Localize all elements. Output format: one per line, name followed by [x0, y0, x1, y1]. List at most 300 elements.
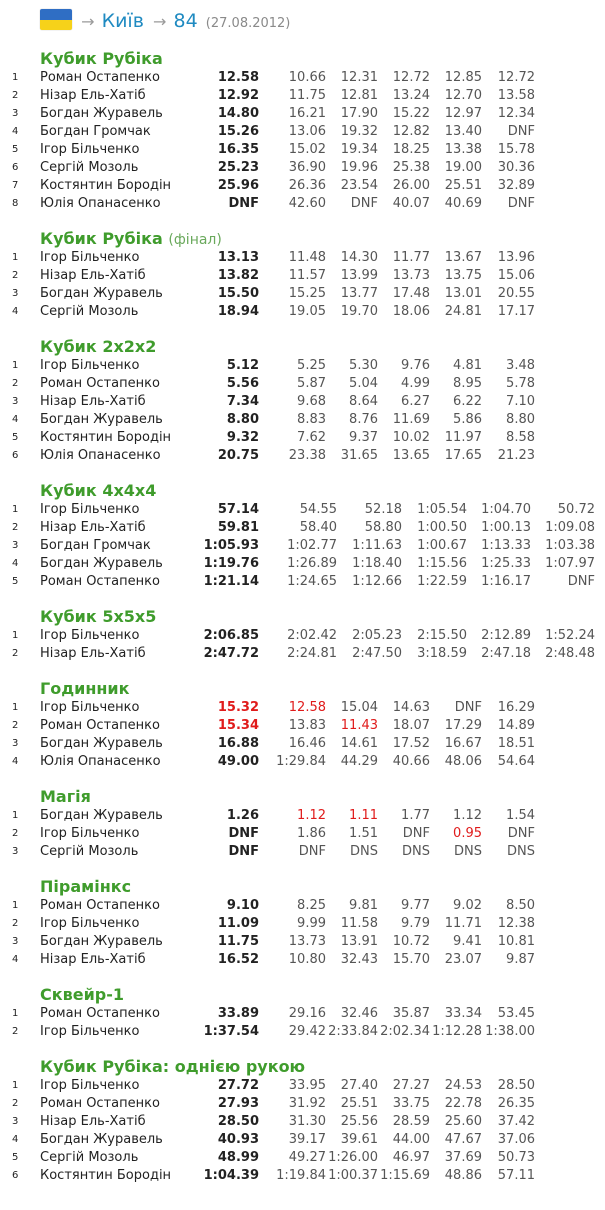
best-result: 5.12 — [226, 358, 259, 373]
attempt-time: 25.51 — [444, 178, 482, 193]
competitor-name: Роман Остапенко — [40, 898, 160, 913]
competitor-name: Ігор Більченко — [40, 1078, 140, 1093]
competitor-name: Ігор Більченко — [40, 916, 140, 931]
attempt-time: 25.38 — [392, 160, 430, 175]
attempt-time: 2:02.34 — [380, 1024, 430, 1039]
competitor-name: Юлія Опанасенко — [40, 196, 161, 211]
breadcrumb-arrow-icon: → — [81, 12, 95, 31]
attempt-time: 27.40 — [340, 1078, 378, 1093]
rank-number: 6 — [12, 450, 19, 461]
result-row — [0, 1005, 605, 1023]
rank-number: 5 — [12, 432, 19, 443]
rank-number: 1 — [12, 72, 19, 83]
competitor-name: Юлія Опанасенко — [40, 448, 161, 463]
attempt-time: 30.36 — [497, 160, 535, 175]
attempt-time: 15.25 — [288, 286, 326, 301]
event-title — [40, 985, 605, 1005]
attempt-time: 23.07 — [444, 952, 482, 967]
competitor-name: Ігор Більченко — [40, 502, 140, 517]
event-title — [40, 337, 605, 357]
event-title-text: Кубик Рубіка — [40, 49, 163, 68]
attempt-time: 53.45 — [497, 1006, 535, 1021]
attempt-time: 12.70 — [444, 88, 482, 103]
attempt-time: 2:05.23 — [352, 628, 402, 643]
attempt-time: 5.04 — [349, 376, 378, 391]
attempt-time: 11.97 — [444, 430, 482, 445]
attempt-time: 12.58 — [288, 700, 326, 715]
attempt-time: 10.80 — [288, 952, 326, 967]
attempt-time: 54.64 — [497, 754, 535, 769]
result-row — [0, 285, 605, 303]
attempt-time: 50.73 — [497, 1150, 535, 1165]
rank-number: 4 — [12, 1134, 19, 1145]
attempt-time: 1:22.59 — [417, 574, 467, 589]
attempt-time: 22.78 — [444, 1096, 482, 1111]
attempt-time: 31.92 — [288, 1096, 326, 1111]
attempt-time: 26.35 — [497, 1096, 535, 1111]
attempt-time: 18.25 — [392, 142, 430, 157]
attempt-time: 1:52.24 — [545, 628, 595, 643]
result-row — [0, 1095, 605, 1113]
rank-number: 2 — [12, 522, 19, 533]
event-title — [40, 679, 605, 699]
best-result: 18.94 — [217, 304, 259, 319]
attempt-time: 54.55 — [299, 502, 337, 517]
best-result: 15.26 — [217, 124, 259, 139]
attempt-time: 13.77 — [340, 286, 378, 301]
result-row — [0, 429, 605, 447]
result-row — [0, 1167, 605, 1185]
competitor-name: Костянтин Бородін — [40, 178, 172, 193]
attempt-time: 40.66 — [392, 754, 430, 769]
rank-number: 2 — [12, 90, 19, 101]
result-row — [0, 933, 605, 951]
best-result: 25.96 — [217, 178, 259, 193]
page-header — [40, 9, 290, 37]
attempt-time: 12.81 — [340, 88, 378, 103]
rank-number: 6 — [12, 162, 19, 173]
attempt-time: 1:24.65 — [287, 574, 337, 589]
rank-number: 2 — [12, 1026, 19, 1037]
best-result: 13.82 — [217, 268, 259, 283]
competitor-name: Богдан Журавель — [40, 286, 163, 301]
result-row — [0, 1113, 605, 1131]
attempt-time: 9.41 — [453, 934, 482, 949]
rank-number: 2 — [12, 1098, 19, 1109]
attempt-time: 9.81 — [349, 898, 378, 913]
best-result: 16.35 — [217, 142, 259, 157]
competitor-name: Роман Остапенко — [40, 718, 160, 733]
attempt-time: 15.78 — [497, 142, 535, 157]
rank-number: 2 — [12, 828, 19, 839]
attempt-time: 48.06 — [444, 754, 482, 769]
attempt-time: 15.22 — [392, 106, 430, 121]
attempt-time: 1.51 — [349, 826, 378, 841]
event-title — [40, 1057, 605, 1077]
attempt-time: 32.46 — [340, 1006, 378, 1021]
attempt-time: 12.72 — [497, 70, 535, 85]
result-row — [0, 915, 605, 933]
attempt-time: 19.34 — [340, 142, 378, 157]
attempt-time: 1:19.84 — [276, 1168, 326, 1183]
competitor-name: Богдан Громчак — [40, 538, 151, 553]
result-row — [0, 573, 605, 591]
result-row — [0, 753, 605, 771]
attempt-time: 12.31 — [340, 70, 378, 85]
result-row — [0, 1023, 605, 1041]
competitor-name: Ігор Більченко — [40, 628, 140, 643]
best-result: 25.23 — [217, 160, 259, 175]
best-result: 57.14 — [217, 502, 259, 517]
attempt-time: 2:33.84 — [328, 1024, 378, 1039]
result-row — [0, 87, 605, 105]
best-result: 20.75 — [217, 448, 259, 463]
event-block — [0, 679, 605, 771]
attempt-time: 12.72 — [392, 70, 430, 85]
attempt-time: 6.22 — [453, 394, 482, 409]
event-title-text: Пірамінкс — [40, 877, 132, 896]
attempt-time: 1:16.17 — [481, 574, 531, 589]
event-title — [40, 607, 605, 627]
attempt-time: 13.24 — [392, 88, 430, 103]
best-result: 8.80 — [226, 412, 259, 427]
attempt-time: DNF — [350, 196, 378, 211]
attempt-time: 8.83 — [297, 412, 326, 427]
attempt-time: 1:15.69 — [380, 1168, 430, 1183]
best-result: 1.26 — [226, 808, 259, 823]
rank-number: 1 — [12, 252, 19, 263]
event-block — [0, 787, 605, 861]
competitor-name: Роман Остапенко — [40, 1096, 160, 1111]
attempt-time: 11.77 — [392, 250, 430, 265]
event-subtitle: (фінал) — [168, 232, 222, 248]
best-result: 12.58 — [217, 70, 259, 85]
competitor-name: Ігор Більченко — [40, 250, 140, 265]
result-row — [0, 1077, 605, 1095]
attempt-time: 13.38 — [444, 142, 482, 157]
attempt-time: 50.72 — [557, 502, 595, 517]
attempt-time: 19.32 — [340, 124, 378, 139]
event-title-text: Сквейр-1 — [40, 985, 125, 1004]
rank-number: 2 — [12, 270, 19, 281]
attempt-time: 9.99 — [297, 916, 326, 931]
attempt-time: 17.17 — [497, 304, 535, 319]
attempt-time: DNF — [454, 700, 482, 715]
attempt-time: 35.87 — [392, 1006, 430, 1021]
attempt-time: 3:18.59 — [417, 646, 467, 661]
result-row — [0, 1149, 605, 1167]
rank-number: 7 — [12, 180, 19, 191]
attempt-time: 14.30 — [340, 250, 378, 265]
attempt-time: 4.99 — [401, 376, 430, 391]
attempt-time: 1:18.40 — [352, 556, 402, 571]
best-result: 16.52 — [217, 952, 259, 967]
attempt-time: 10.66 — [288, 70, 326, 85]
attempt-time: 1:00.67 — [417, 538, 467, 553]
rank-number: 3 — [12, 846, 19, 857]
rank-number: 3 — [12, 1116, 19, 1127]
competitor-name: Сергій Мозоль — [40, 304, 139, 319]
competition-number-link[interactable]: 84 — [173, 10, 198, 32]
competitor-name: Богдан Журавель — [40, 412, 163, 427]
event-block — [0, 985, 605, 1041]
event-title-text: Кубик Рубіка — [40, 229, 163, 248]
attempt-time: 16.29 — [497, 700, 535, 715]
best-result: 7.34 — [226, 394, 259, 409]
competitor-name: Богдан Журавель — [40, 934, 163, 949]
result-row — [0, 807, 605, 825]
rank-number: 5 — [12, 1152, 19, 1163]
result-row — [0, 123, 605, 141]
best-result: 27.93 — [217, 1096, 259, 1111]
attempt-time: 1:15.56 — [417, 556, 467, 571]
result-row — [0, 627, 605, 645]
rank-number: 4 — [12, 126, 19, 137]
attempt-time: 0.95 — [453, 826, 482, 841]
attempt-time: 12.82 — [392, 124, 430, 139]
rank-number: 1 — [12, 360, 19, 371]
rank-number: 3 — [12, 288, 19, 299]
best-result: DNF — [228, 826, 259, 841]
result-row — [0, 501, 605, 519]
competitor-name: Ігор Більченко — [40, 700, 140, 715]
rank-number: 3 — [12, 738, 19, 749]
attempt-time: 32.89 — [497, 178, 535, 193]
attempt-time: DNF — [507, 124, 535, 139]
attempt-time: 24.81 — [444, 304, 482, 319]
attempt-time: 31.65 — [340, 448, 378, 463]
result-row — [0, 267, 605, 285]
attempt-time: 13.67 — [444, 250, 482, 265]
rank-number: 5 — [12, 144, 19, 155]
attempt-time: 44.29 — [340, 754, 378, 769]
rank-number: 2 — [12, 918, 19, 929]
attempt-time: 19.00 — [444, 160, 482, 175]
attempt-time: 12.34 — [497, 106, 535, 121]
attempt-time: 9.77 — [401, 898, 430, 913]
event-block — [0, 607, 605, 663]
attempt-time: 8.95 — [453, 376, 482, 391]
event-title-text: Кубик 4x4x4 — [40, 481, 157, 500]
event-title — [40, 229, 605, 249]
attempt-time: 36.90 — [288, 160, 326, 175]
attempt-time: 58.40 — [299, 520, 337, 535]
result-row — [0, 717, 605, 735]
attempt-time: 1:29.84 — [276, 754, 326, 769]
result-row — [0, 537, 605, 555]
competitor-name: Богдан Громчак — [40, 124, 151, 139]
attempt-time: 8.76 — [349, 412, 378, 427]
best-result: 1:05.93 — [203, 538, 259, 553]
attempt-time: 1:02.77 — [287, 538, 337, 553]
best-result: 15.34 — [217, 718, 259, 733]
attempt-time: 33.75 — [392, 1096, 430, 1111]
competitor-name: Нізар Ель-Хатіб — [40, 952, 146, 967]
event-title — [40, 481, 605, 501]
attempt-time: 9.79 — [401, 916, 430, 931]
attempt-time: 8.80 — [506, 412, 535, 427]
result-row — [0, 447, 605, 465]
attempt-time: 19.96 — [340, 160, 378, 175]
attempt-time: 13.73 — [392, 268, 430, 283]
attempt-time: 11.69 — [392, 412, 430, 427]
attempt-time: 15.04 — [340, 700, 378, 715]
attempt-time: 17.65 — [444, 448, 482, 463]
attempt-time: 33.95 — [288, 1078, 326, 1093]
attempt-time: 42.60 — [288, 196, 326, 211]
best-result: 9.32 — [226, 430, 259, 445]
attempt-time: 1:07.97 — [545, 556, 595, 571]
result-row — [0, 105, 605, 123]
attempt-time: 57.11 — [497, 1168, 535, 1183]
best-result: 33.89 — [217, 1006, 259, 1021]
attempt-time: 29.16 — [288, 1006, 326, 1021]
competitor-name: Роман Остапенко — [40, 574, 160, 589]
attempt-time: 27.27 — [392, 1078, 430, 1093]
attempt-time: 1:25.33 — [481, 556, 531, 571]
event-block — [0, 49, 605, 213]
event-block — [0, 877, 605, 969]
attempt-time: 3.48 — [506, 358, 535, 373]
attempt-time: 1.54 — [506, 808, 535, 823]
attempt-time: 13.96 — [497, 250, 535, 265]
competitor-name: Нізар Ель-Хатіб — [40, 520, 146, 535]
attempt-time: 1:13.33 — [481, 538, 531, 553]
rank-number: 6 — [12, 1170, 19, 1181]
competitor-name: Нізар Ель-Хатіб — [40, 1114, 146, 1129]
attempt-time: 1:04.70 — [481, 502, 531, 517]
attempt-time: 1:03.38 — [545, 538, 595, 553]
attempt-time: 17.29 — [444, 718, 482, 733]
attempt-time: 11.71 — [444, 916, 482, 931]
competitor-name: Богдан Журавель — [40, 1132, 163, 1147]
breadcrumb-arrow-icon: → — [153, 12, 167, 31]
result-row — [0, 177, 605, 195]
rank-number: 3 — [12, 396, 19, 407]
attempt-time: DNS — [507, 844, 535, 859]
best-result: 11.09 — [217, 916, 259, 931]
attempt-time: DNF — [298, 844, 326, 859]
rank-number: 4 — [12, 558, 19, 569]
rank-number: 4 — [12, 954, 19, 965]
attempt-time: 8.50 — [506, 898, 535, 913]
attempt-time: 32.43 — [340, 952, 378, 967]
best-result: 1:04.39 — [203, 1168, 259, 1183]
best-result: 15.32 — [217, 700, 259, 715]
competitor-name: Роман Остапенко — [40, 1006, 160, 1021]
result-row — [0, 249, 605, 267]
result-row — [0, 303, 605, 321]
attempt-time: 6.27 — [401, 394, 430, 409]
result-row — [0, 519, 605, 537]
attempt-time: 16.67 — [444, 736, 482, 751]
competitor-name: Нізар Ель-Хатіб — [40, 88, 146, 103]
competitor-name: Роман Остапенко — [40, 376, 160, 391]
attempt-time: 28.59 — [392, 1114, 430, 1129]
attempt-time: 1:11.63 — [352, 538, 402, 553]
attempt-time: 52.18 — [364, 502, 402, 517]
attempt-time: 1:38.00 — [485, 1024, 535, 1039]
best-result: 2:47.72 — [203, 646, 259, 661]
attempt-time: 13.75 — [444, 268, 482, 283]
result-row — [0, 1131, 605, 1149]
attempt-time: 13.58 — [497, 88, 535, 103]
city-link[interactable]: Київ — [101, 10, 144, 32]
result-row — [0, 195, 605, 213]
attempt-time: 8.25 — [297, 898, 326, 913]
attempt-time: 2:24.81 — [287, 646, 337, 661]
attempt-time: 47.67 — [444, 1132, 482, 1147]
attempt-time: 9.87 — [506, 952, 535, 967]
attempt-time: 17.52 — [392, 736, 430, 751]
rank-number: 2 — [12, 378, 19, 389]
attempt-time: 11.48 — [288, 250, 326, 265]
attempt-time: 12.38 — [497, 916, 535, 931]
attempt-time: 29.42 — [288, 1024, 326, 1039]
competitor-name: Богдан Журавель — [40, 736, 163, 751]
attempt-time: 39.17 — [288, 1132, 326, 1147]
attempt-time: 1:26.00 — [328, 1150, 378, 1165]
attempt-time: 13.06 — [288, 124, 326, 139]
attempt-time: 49.27 — [288, 1150, 326, 1165]
attempt-time: 1:12.28 — [432, 1024, 482, 1039]
attempt-time: 37.69 — [444, 1150, 482, 1165]
attempt-time: DNF — [567, 574, 595, 589]
competitor-name: Богдан Журавель — [40, 106, 163, 121]
competitor-name: Ігор Більченко — [40, 826, 140, 841]
attempt-time: 20.55 — [497, 286, 535, 301]
attempt-time: 4.81 — [453, 358, 482, 373]
attempt-time: 1:00.37 — [328, 1168, 378, 1183]
attempt-time: 8.64 — [349, 394, 378, 409]
attempt-time: 2:47.18 — [481, 646, 531, 661]
attempt-time: 40.07 — [392, 196, 430, 211]
attempt-time: 10.02 — [392, 430, 430, 445]
attempt-time: 5.25 — [297, 358, 326, 373]
competition-date: (27.08.2012) — [205, 16, 291, 31]
attempt-time: 13.40 — [444, 124, 482, 139]
attempt-time: 26.36 — [288, 178, 326, 193]
event-block — [0, 1057, 605, 1185]
rank-number: 3 — [12, 936, 19, 947]
attempt-time: 28.50 — [497, 1078, 535, 1093]
attempt-time: 18.51 — [497, 736, 535, 751]
event-title-text: Кубик Рубіка: однією рукою — [40, 1057, 306, 1076]
competitor-name: Костянтин Бородін — [40, 430, 172, 445]
attempt-time: 15.06 — [497, 268, 535, 283]
best-result: 1:37.54 — [203, 1024, 259, 1039]
attempt-time: 1.11 — [349, 808, 378, 823]
competitor-name: Ігор Більченко — [40, 142, 140, 157]
best-result: 11.75 — [217, 934, 259, 949]
result-row — [0, 357, 605, 375]
attempt-time: 2:02.42 — [287, 628, 337, 643]
event-block — [0, 337, 605, 465]
competitor-name: Сергій Мозоль — [40, 844, 139, 859]
rank-number: 1 — [12, 1008, 19, 1019]
best-result: 27.72 — [217, 1078, 259, 1093]
event-block — [0, 481, 605, 591]
rank-number: 2 — [12, 648, 19, 659]
attempt-time: 26.00 — [392, 178, 430, 193]
attempt-time: 23.38 — [288, 448, 326, 463]
attempt-time: 48.86 — [444, 1168, 482, 1183]
competitor-name: Костянтин Бородін — [40, 1168, 172, 1183]
attempt-time: 19.70 — [340, 304, 378, 319]
result-row — [0, 555, 605, 573]
rank-number: 1 — [12, 504, 19, 515]
rank-number: 8 — [12, 198, 19, 209]
